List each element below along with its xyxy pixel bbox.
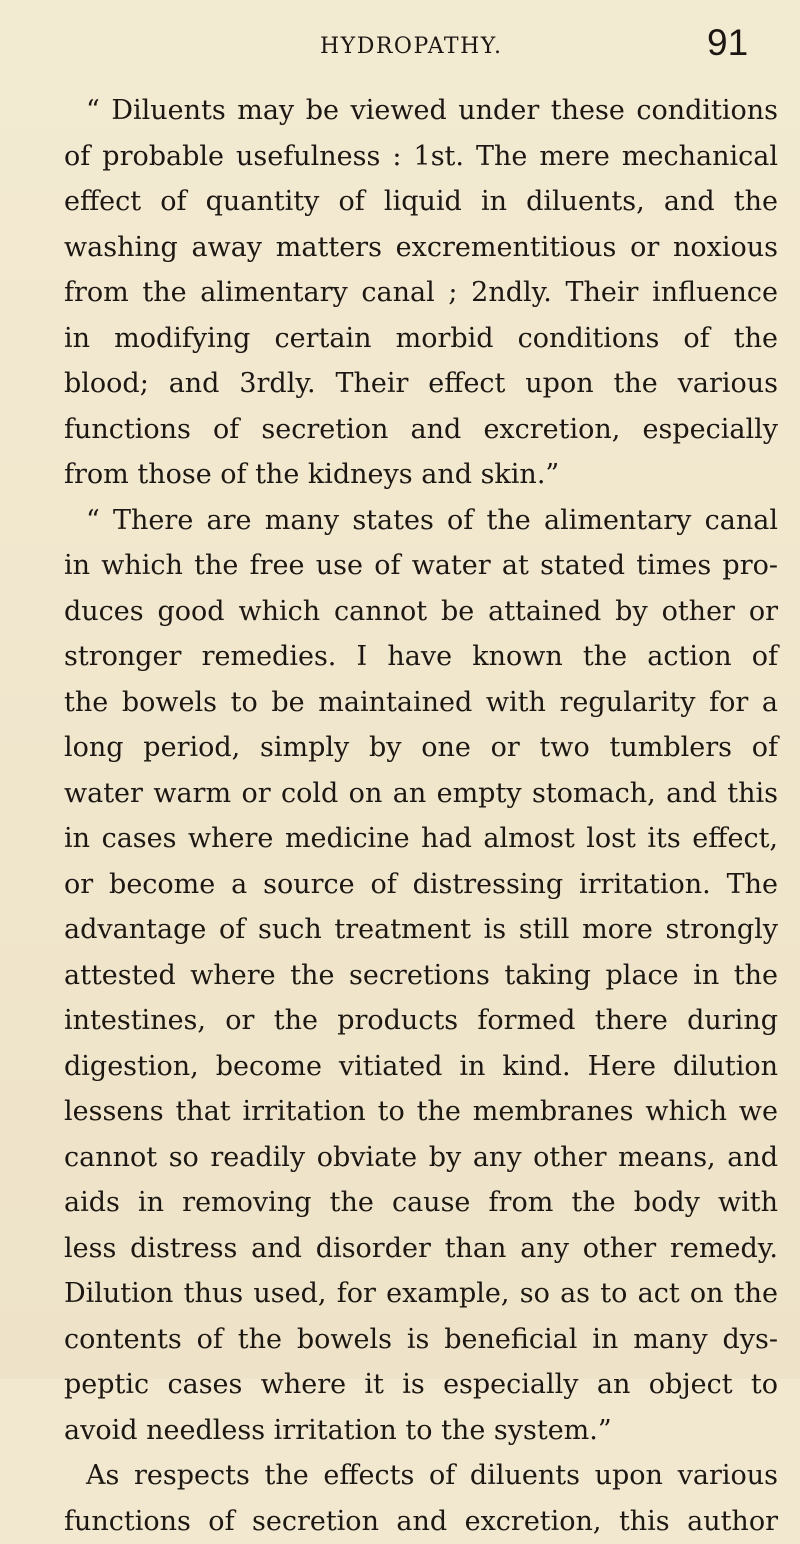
text-line: digestion, become vitiated in kind. Here dilution	[64, 1044, 778, 1090]
text-line: contents of the bowels is beneficial in many dys-	[64, 1317, 778, 1363]
text-line: As respects the effects of diluents upon various	[64, 1453, 778, 1499]
text-line: “ There are many states of the alimentary canal	[64, 498, 778, 544]
text-line: attested where the secretions taking place in the	[64, 953, 778, 999]
text-line: “ Diluents may be viewed under these conditions	[64, 88, 778, 134]
text-line: of probable usefulness : 1st. The mere mechanical	[64, 134, 778, 180]
text-line: stronger remedies. I have known the action of	[64, 634, 778, 680]
text-line: cannot so readily obviate by any other means, and	[64, 1135, 778, 1181]
text-line: in modifying certain morbid conditions of the	[64, 316, 778, 362]
text-line: long period, simply by one or two tumblers of	[64, 725, 778, 771]
text-line: lessens that irritation to the membranes which we	[64, 1089, 778, 1135]
text-line: advantage of such treatment is still more strongly	[64, 907, 778, 953]
page-number: 91	[707, 22, 748, 64]
text-line: in cases where medicine had almost lost its effect,	[64, 816, 778, 862]
text-line: from those of the kidneys and skin.”	[64, 452, 778, 498]
text-line: the bowels to be maintained with regularity for a	[64, 680, 778, 726]
text-line: functions of secretion and excretion, especially	[64, 407, 778, 453]
text-line: intestines, or the products formed there during	[64, 998, 778, 1044]
text-line: or become a source of distressing irritation. The	[64, 862, 778, 908]
text-line: less distress and disorder than any other remedy.	[64, 1226, 778, 1272]
text-line: from the alimentary canal ; 2ndly. Their influence	[64, 270, 778, 316]
text-line: functions of secretion and excretion, this author	[64, 1499, 778, 1544]
text-line: effect of quantity of liquid in diluents, and the	[64, 179, 778, 225]
text-line: duces good which cannot be attained by other or	[64, 589, 778, 635]
running-header	[0, 22, 800, 68]
text-line: aids in removing the cause from the body with	[64, 1180, 778, 1226]
running-head-title: HYDROPATHY.	[320, 34, 502, 59]
text-line: in which the free use of water at stated times pro-	[64, 543, 778, 589]
text-line: Dilution thus used, for example, so as to act on the	[64, 1271, 778, 1317]
text-line: blood; and 3rdly. Their effect upon the various	[64, 361, 778, 407]
text-line: washing away matters excrementitious or noxious	[64, 225, 778, 271]
text-line: peptic cases where it is especially an object to	[64, 1362, 778, 1408]
text-line: water warm or cold on an empty stomach, and this	[64, 771, 778, 817]
text-line: avoid needless irritation to the system.”	[64, 1408, 778, 1454]
body-text	[64, 88, 778, 1544]
